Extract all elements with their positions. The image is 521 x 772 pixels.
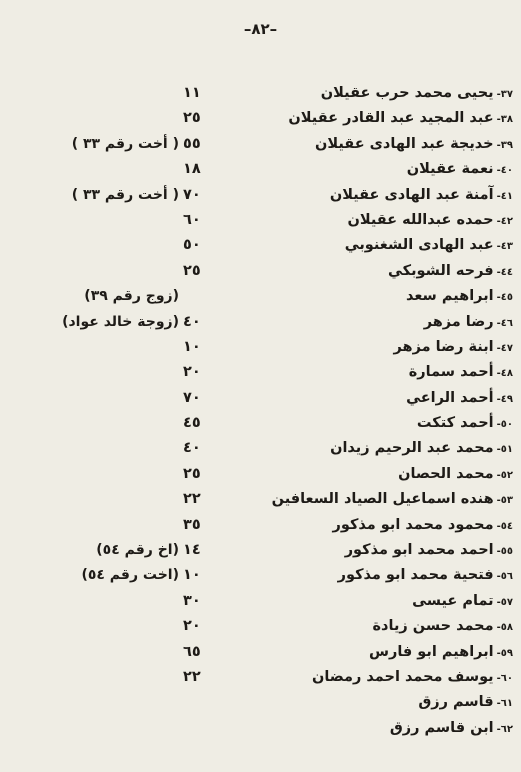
entry-number: ٥٥- [496, 546, 513, 558]
relation-note: ( أخت رقم ٣٣ ) [71, 135, 179, 152]
relation-note: (اخت رقم ٥٤) [81, 567, 179, 584]
list-item [0, 667, 521, 692]
person-name: خديجة عبد الهادى عقيلان [314, 135, 494, 152]
entry-number: ٣٧- [496, 89, 513, 100]
person-entry [412, 593, 513, 609]
person-name: فرحه الشوبكي [388, 262, 494, 279]
person-name: ابن قاسم رزق [389, 719, 494, 736]
list-item [0, 83, 521, 108]
entry-number: ٦١- [496, 698, 513, 710]
age-value: ١١ [183, 85, 201, 101]
age-value: ٢٥ [183, 262, 201, 279]
age-value: ٣٥ [183, 516, 201, 533]
entry-number: ٤٢- [496, 215, 513, 227]
person-entry [373, 618, 514, 634]
list-item [0, 185, 521, 210]
person-entry [394, 339, 513, 355]
list-item [0, 718, 521, 743]
age-value: ٧٠ [183, 389, 201, 406]
list-item [0, 261, 521, 286]
person-name: أحمد الراعي [406, 389, 494, 406]
entry-number: ٦٢- [496, 723, 513, 735]
person-name: ابراهيم سعد [406, 288, 494, 305]
person-name: قاسم رزق [418, 694, 494, 711]
entry-number: ٤٦- [496, 317, 513, 329]
person-entry [369, 644, 513, 660]
entry-number: ٥٢- [496, 469, 513, 481]
person-entry [406, 288, 513, 304]
person-name: محمد حسن زيادة [372, 618, 494, 635]
person-entry [338, 567, 513, 583]
person-name: آمنة عبد الهادى عقيلان [329, 186, 494, 203]
age-value: ٤٠ [183, 313, 201, 330]
entry-number: ٥٠- [496, 419, 513, 431]
person-name: حمده عبدالله عقيلان [347, 211, 494, 228]
list-item [0, 464, 521, 489]
age-value: ٢٥ [183, 110, 201, 127]
age-value: ٤٠ [183, 440, 201, 457]
list-item [0, 591, 521, 616]
entry-number: ٤١- [496, 190, 513, 202]
entry-number: ٣٩- [496, 139, 513, 151]
entry-number: ٤٣- [496, 241, 513, 253]
list-item [0, 489, 521, 514]
list-item [0, 337, 521, 362]
list-item [0, 286, 521, 311]
entry-number: ٤٥- [496, 292, 513, 304]
list-item [0, 438, 521, 463]
person-entry [417, 415, 513, 431]
person-entry [390, 720, 513, 736]
person-name: محمد الحصان [398, 465, 494, 482]
relation-note: ( أخت رقم ٣٣ ) [71, 186, 179, 203]
person-entry [424, 314, 513, 330]
list-item [0, 616, 521, 641]
person-entry [330, 187, 513, 203]
person-name: محمد عبد الرحيم زيدان [330, 440, 494, 457]
list-item [0, 134, 521, 159]
person-entry [406, 390, 513, 406]
relation-note: (زوج رقم ٣٩) [84, 288, 179, 305]
person-entry [272, 491, 513, 507]
age-value: ٦٠ [183, 211, 201, 228]
age-value: ٢٢ [183, 491, 201, 508]
person-entry [315, 136, 513, 152]
person-entry [407, 161, 513, 177]
person-entry [388, 263, 513, 279]
page-number: –٨٢– [243, 20, 278, 38]
entry-number: ٣٨- [496, 114, 513, 126]
age-value: ٢٠ [183, 364, 201, 381]
person-name: عبد المجيد عبد القادر عقيلان [288, 110, 494, 127]
person-name: محمود محمد ابو مذكور [332, 516, 494, 533]
list-item [0, 565, 521, 590]
person-entry [345, 237, 513, 253]
age-value: ١٤ [183, 542, 201, 559]
entry-number: ٥٩- [496, 647, 513, 659]
age-value: ٥٥ [183, 135, 201, 152]
person-entry [347, 212, 513, 228]
person-name: فتحية محمد ابو مذكور [337, 567, 494, 584]
person-name: ابراهيم ابو فارس [368, 643, 494, 660]
list-item [0, 388, 521, 413]
list-item [0, 413, 521, 438]
person-name: أحمد كتكت [416, 415, 494, 432]
entry-number: ٥٦- [496, 571, 513, 583]
age-value: ٢٥ [183, 465, 201, 482]
list-item [0, 692, 521, 717]
entry-number: ٤٠- [496, 165, 513, 177]
person-name: احمد محمد ابو مذكور [344, 542, 494, 559]
list-item [0, 515, 521, 540]
relation-note: (زوجة خالد عواد) [62, 313, 179, 330]
person-name: رضا مزهر [423, 313, 494, 330]
list-item [0, 108, 521, 133]
entry-number: ٥١- [496, 444, 513, 456]
person-name: يحيى محمد حرب عقيلان [320, 85, 494, 101]
person-entry [288, 110, 513, 126]
person-name: هنده اسماعيل الصياد السعافين [271, 491, 494, 508]
list-item [0, 642, 521, 667]
names-list [0, 83, 521, 743]
entry-number: ٦٠- [496, 672, 513, 684]
list-item [0, 362, 521, 387]
age-value: ١٠ [183, 567, 201, 584]
entry-number: ٤٧- [496, 342, 513, 354]
person-name: عبد الهادى الشغنوبي [344, 237, 494, 254]
person-entry [345, 542, 513, 558]
person-entry [312, 669, 513, 685]
entry-number: ٥٧- [496, 596, 513, 608]
person-entry [330, 440, 513, 456]
entry-number: ٥٤- [496, 520, 513, 532]
person-name: يوسف محمد احمد رمضان [311, 668, 494, 685]
age-value: ١٨ [183, 161, 201, 178]
entry-number: ٥٣- [496, 495, 513, 507]
entry-number: ٥٨- [496, 622, 513, 634]
age-value: ٢٢ [183, 668, 201, 685]
person-entry [321, 85, 513, 101]
person-entry [418, 694, 513, 710]
age-value: ١٠ [183, 338, 201, 355]
age-value: ٧٠ [183, 186, 201, 203]
person-name: نعمة عقيلان [406, 161, 494, 178]
entry-number: ٤٤- [496, 266, 513, 278]
entry-number: ٤٨- [496, 368, 513, 380]
list-item [0, 235, 521, 260]
person-name: ابنة رضا مزهر [393, 338, 494, 355]
age-value: ٥٠ [183, 237, 201, 254]
list-item [0, 312, 521, 337]
person-name: تمام عيسى [412, 592, 494, 609]
entry-number: ٤٩- [496, 393, 513, 405]
age-value: ٤٥ [183, 415, 201, 432]
age-value: ٦٥ [183, 643, 201, 660]
person-entry [409, 364, 513, 380]
person-name: أحمد سمارة [408, 364, 494, 381]
person-entry [398, 466, 513, 482]
age-value: ٣٠ [183, 592, 201, 609]
age-value: ٢٠ [183, 618, 201, 635]
list-item [0, 540, 521, 565]
list-item [0, 210, 521, 235]
relation-note: (اخ رقم ٥٤) [96, 542, 179, 559]
list-item [0, 159, 521, 184]
person-entry [333, 517, 513, 533]
